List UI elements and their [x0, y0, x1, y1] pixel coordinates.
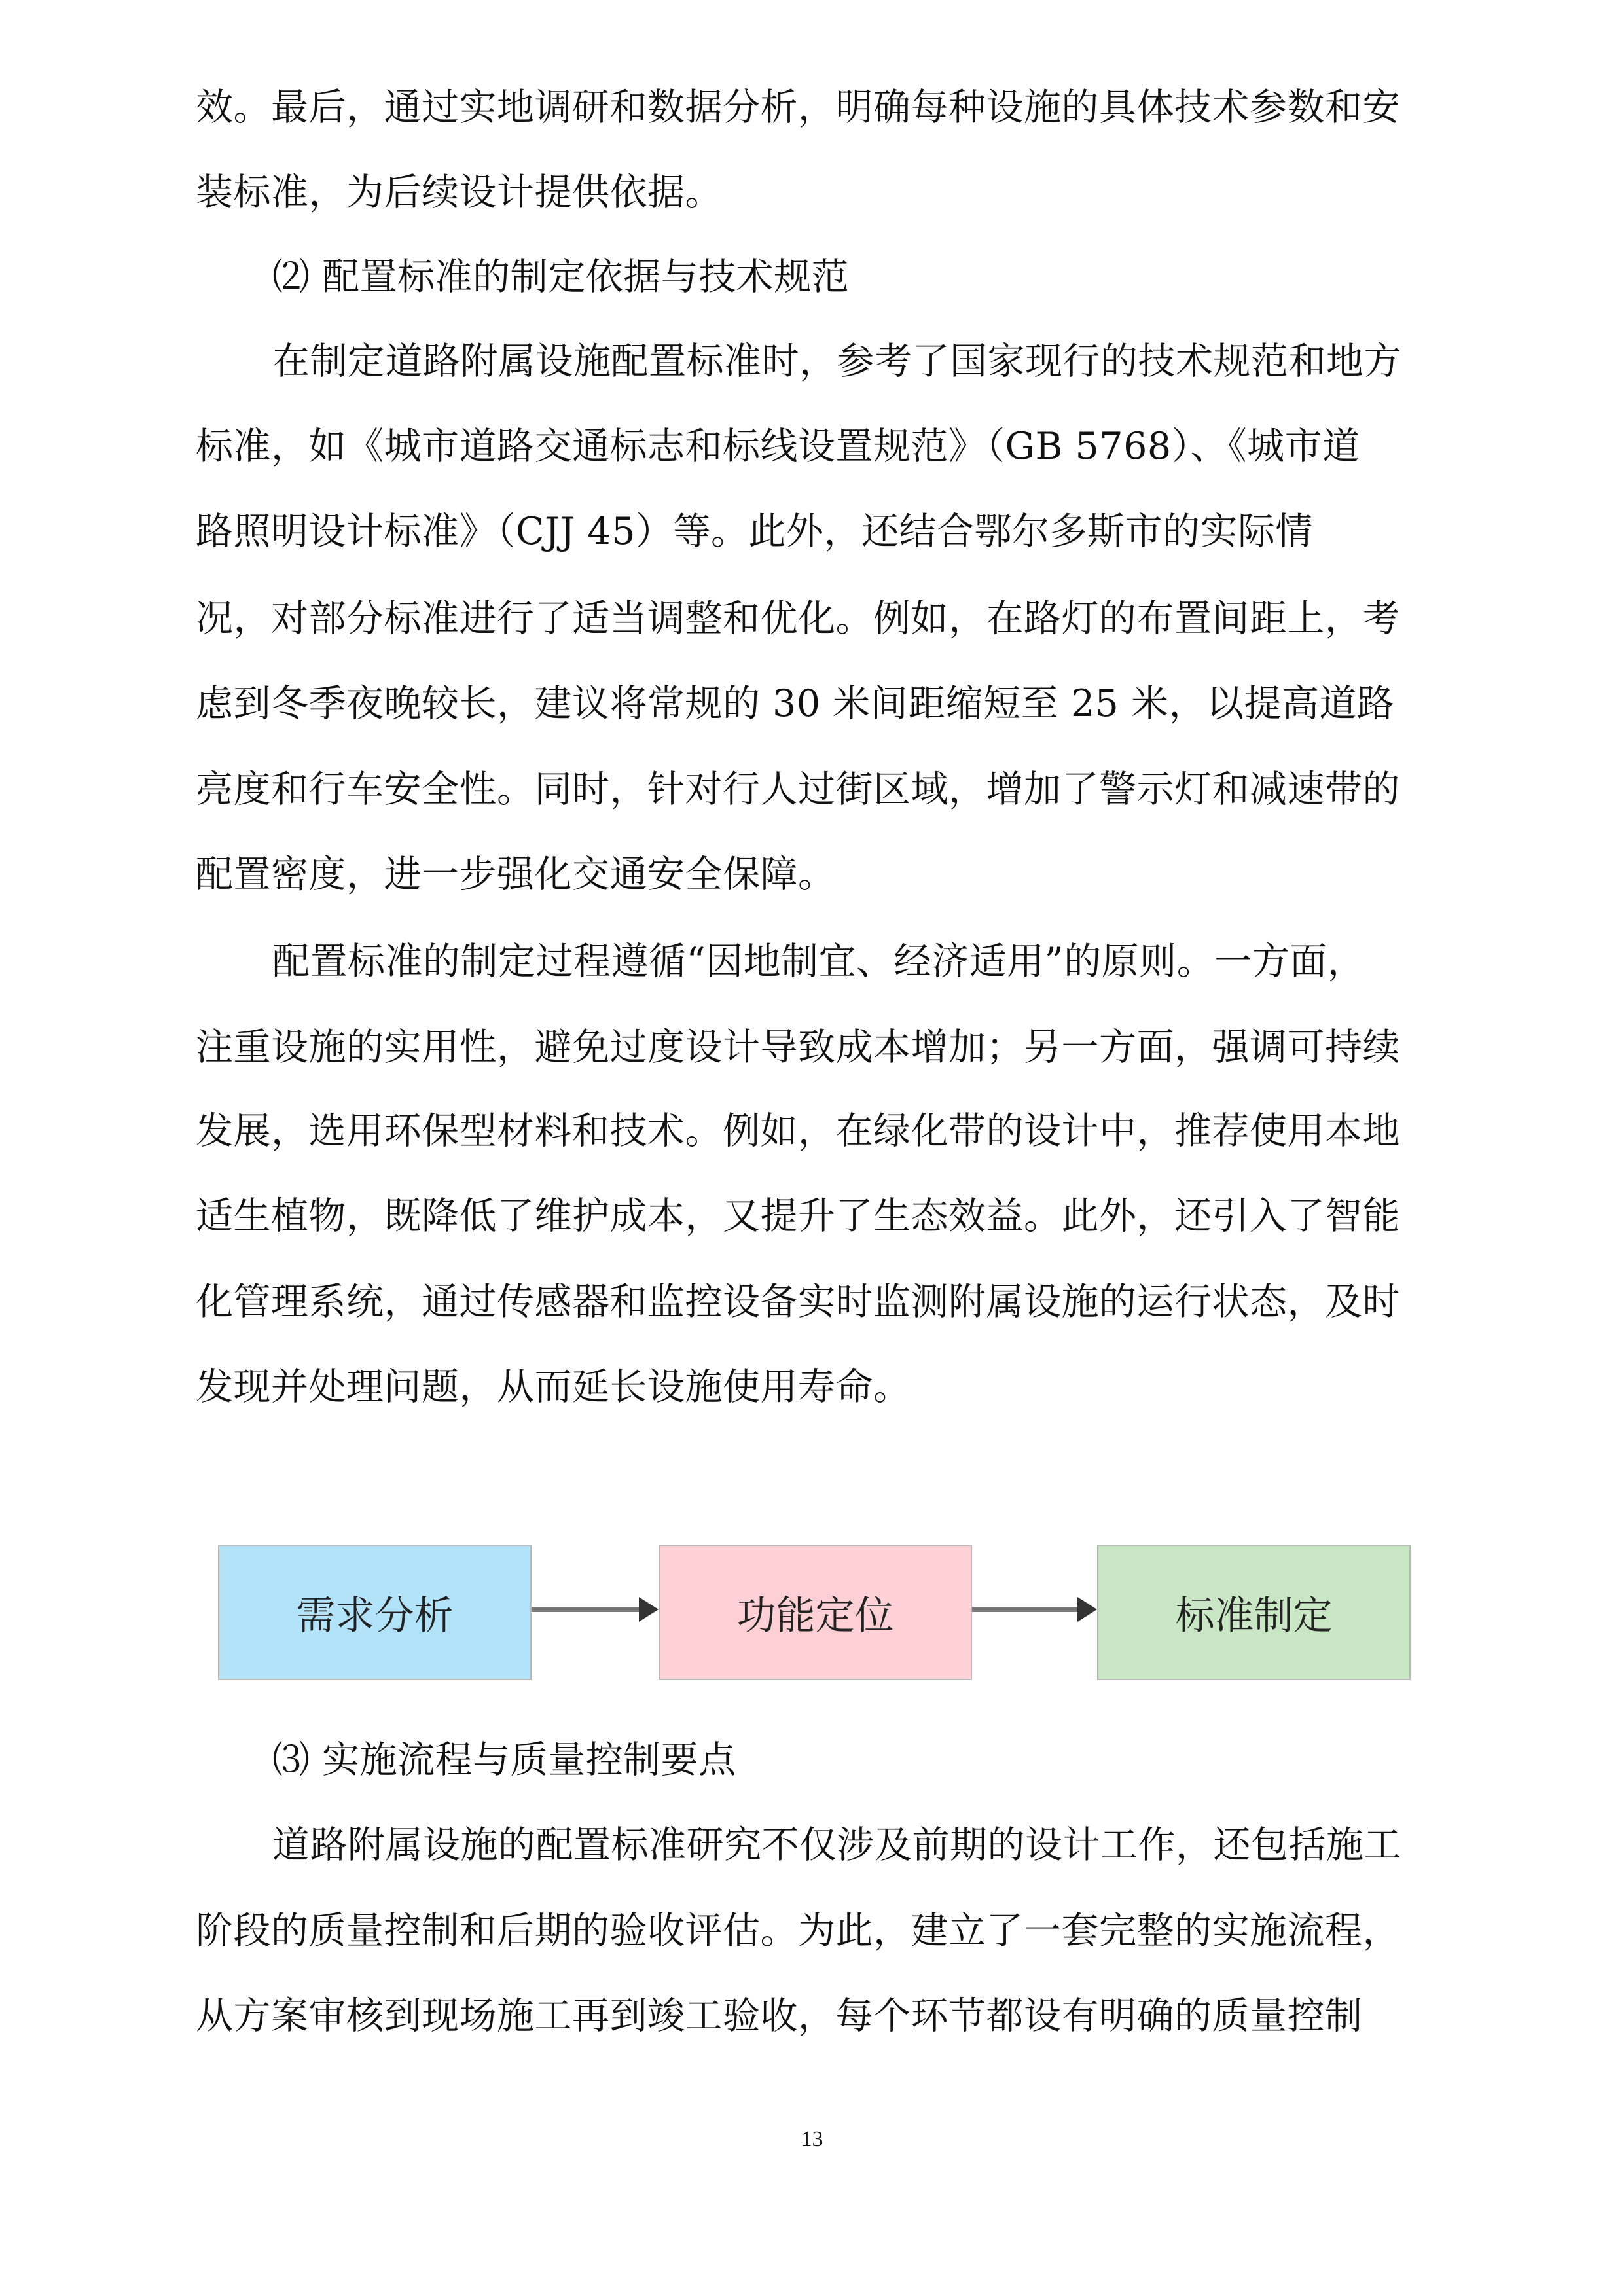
page-number: 13 — [801, 2127, 823, 2151]
step-box-demand-analysis — [218, 1545, 532, 1680]
paragraph-line: 阶段的质量控制和后期的验收评估。为此，建立了一套完整的实施流程， — [196, 1909, 1400, 1952]
paragraph-line: 配置密度，进一步强化交通安全保障。 — [196, 853, 836, 896]
arrow-head-icon — [1077, 1597, 1097, 1622]
arrow-line — [532, 1607, 643, 1612]
step-label: 需求分析 — [296, 1592, 454, 1639]
paragraph-line: 道路附属设施的配置标准研究不仅涉及前期的设计工作，还包括施工 — [272, 1823, 1401, 1867]
step-label: 标准制定 — [1175, 1592, 1333, 1639]
step-label: 功能定位 — [736, 1592, 894, 1639]
paragraph-line: 发展，选用环保型材料和技术。例如，在绿化带的设计中，推荐使用本地 — [196, 1109, 1400, 1153]
paragraph-line: 发现并处理问题，从而延长设施使用寿命。 — [196, 1365, 911, 1408]
paragraph-line: 亮度和行车安全性。同时，针对行人过街区域，增加了警示灯和减速带的 — [196, 768, 1400, 811]
paragraph-line: 适生植物，既降低了维护成本，又提升了生态效益。此外，还引入了智能 — [196, 1194, 1400, 1238]
step-box-function-positioning — [659, 1545, 972, 1680]
section-heading: ⑶ 实施流程与质量控制要点 — [272, 1738, 736, 1782]
paragraph-line: 路照明设计标准》（CJJ 45）等。此外，还结合鄂尔多斯市的实际情 — [196, 510, 1313, 553]
paragraph-line: 装标准，为后续设计提供依据。 — [196, 171, 723, 214]
paragraph-line: 化管理系统，通过传感器和监控设备实时监测附属设施的运行状态，及时 — [196, 1280, 1400, 1323]
paragraph-line: 在制定道路附属设施配置标准时，参考了国家现行的技术规范和地方 — [272, 340, 1401, 383]
paragraph-line: 虑到冬季夜晚较长，建议将常规的 30 米间距缩短至 25 米，以提高道路 — [196, 682, 1395, 725]
paragraph-line: 况，对部分标准进行了适当调整和优化。例如，在路灯的布置间距上，考 — [196, 597, 1400, 640]
paragraph-line: 配置标准的制定过程遵循“因地制宜、经济适用”的原则。一方面， — [272, 940, 1365, 983]
paragraph-line: 注重设施的实用性，避免过度设计导致成本增加；另一方面，强调可持续 — [196, 1026, 1400, 1069]
paragraph-line: 从方案审核到现场施工再到竣工验收，每个环节都设有明确的质量控制 — [196, 1994, 1363, 2037]
section-heading: ⑵ 配置标准的制定依据与技术规范 — [272, 255, 850, 298]
paragraph-line: 效。最后，通过实地调研和数据分析，明确每种设施的具体技术参数和安 — [196, 86, 1400, 129]
step-box-standard-setting — [1097, 1545, 1411, 1680]
arrow-head-icon — [639, 1597, 659, 1622]
arrow-line — [972, 1607, 1081, 1612]
paragraph-line: 标准，如《城市道路交通标志和标线设置规范》（GB 5768）、《城市道 — [196, 425, 1360, 468]
